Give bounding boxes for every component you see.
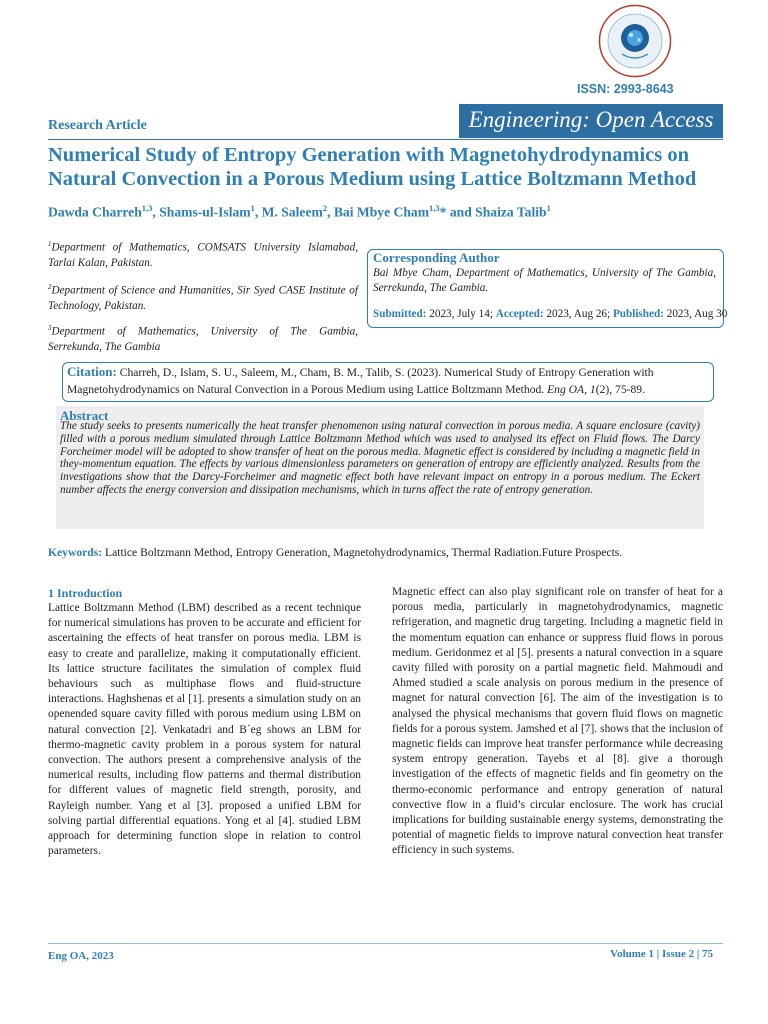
header-rule — [48, 139, 723, 140]
citation-issue: (2), 75-89. — [595, 383, 645, 396]
author-name: Bai Mbye Cham — [333, 204, 430, 220]
journal-banner — [459, 104, 723, 138]
section-heading-introduction: 1 Introduction — [48, 586, 123, 600]
author-separator: , — [327, 204, 334, 220]
abstract-box — [56, 406, 704, 529]
affiliation-sup: 3 — [48, 324, 52, 332]
abstract-text: The study seeks to presents numerically the heat transfer phenomenon using natural convection in porous media. A square enclosure (cavity) filled with a porous medium simulated through Lattice Boltzmann Method which was used to analysed its effect on Fluid flows. The Darcy Forcheimer model will be adopted to show transfer of heat on the porous media. Magnetic effect is considered by including a magnetic field in they-momentum equation. The effects by various dimensionless parameters on generation of entropy are efficiently analyzed. Results from the investigations show that the Darcy-Forcheimer and magnetic effect both have relevant impact on entropy in a porous medium. The Eckert number affects the energy conversion and dissipation mechanisms, which in turns affect the rate of entropy generation. — [60, 420, 700, 496]
author-affil-sup: 1,3 — [141, 203, 153, 213]
body-column-right: Magnetic effect can also play significant role on transfer of heat for a porous media, particularly in magnetohydrodynamics, magnetic refrigeration, and magnetic drug targeting. Including a magnetic field in the momentum equation can enhance or suppress fluid flows in porous medium. Geridonmez et al [5]. presents a natural convection in a square cavity filled with porosity on a partial magnetic field. Mahmoudi and Ahmed studied a scale analysis on porous medium in the presence of magnet for natural convection [6]. The aim of the investigation is to analysed the physical mechanisms that govern fluid flows on magnetic fields for a porous system. Jamshed et al [7]. shows that the inclusion of magnetic fields can improve heat transfer performance while decreasing system entropy generation. Tayebs et al [8]. give a thorough investigation of the effects of magnetic fields and fin geometry on the thermo-economic performance and entropy generation of natural convective flow in a fluid’s circular enclosure. The work has crucial implications for building sustainable energy systems, demonstrating the potential of magnetic fields to improve natural convection heat transfer efficiency in such systems. — [392, 586, 723, 857]
keywords-label: Keywords: — [48, 546, 103, 559]
journal-name: Engineering: Open Access — [468, 107, 714, 132]
corresponding-mark: * — [439, 204, 447, 220]
affiliation-sup: 2 — [48, 283, 52, 291]
footer-journal: Eng OA, 2023 — [48, 950, 114, 962]
publication-dates — [373, 308, 728, 320]
accepted-date: 2023, Aug 26; — [543, 308, 613, 320]
citation-body: Charreh, D., Islam, S. U., Saleem, M., Cham, B. M., Talib, S. (2023). Numerical Study of Entropy Generation with Magnetohydrodynamics on Natural Convection in a Porous Medium using Lattice Boltzmann Method. — [67, 366, 654, 396]
corresponding-author-text: Bai Mbye Cham, Department of Mathematics, University of The Gambia, Serrekunda, The Gambia. — [373, 267, 716, 294]
body-column-left: Lattice Boltzmann Method (LBM) described as a recent technique for numerical simulations has proven to be accurate and efficient for ascertaining the effects of heat transfer on porous media. LBM is easy to create and parallelize, making it computationally efficient. Its lattice structure facilitates the simulation of complex fluid behaviours such as multiphase flows and fluid-structure interactions. Haghshenas et al [1]. presents a simulation study on an openended square cavity filled with porous medium using LBM on natural convection [2]. Venkatadri and B´eg shows an LBM for thermo-magnetic cavity problem in a porous system for natural convection. The authors present a comprehensive analysis of the numerical results, including flow patterns and thermal distribution for different values of magnetic field strength, porosity, and Rayleigh number. Yang et al [3]. proposed a unified LBM for solving partial differential equations. Yong et al [4]. studied LBM approach for determining function slope in relation to control parameters. — [48, 602, 361, 858]
author-name: M. Saleem — [261, 204, 323, 220]
citation-label: Citation: — [67, 364, 117, 379]
author-separator: and — [446, 204, 476, 220]
citation-box — [62, 362, 714, 402]
paper-title: Numerical Study of Entropy Generation with Magnetohydrodynamics on Natural Convection in a Porous Medium using Lattice Boltzmann Method — [48, 144, 697, 190]
affiliation-1 — [48, 237, 358, 271]
journal-seal-icon — [598, 4, 672, 78]
author-separator: , — [254, 204, 262, 220]
affiliation-sup: 1 — [48, 240, 52, 248]
author-name: Shams-ul-Islam — [159, 204, 251, 220]
affiliation-text: Department of Mathematics, University of The Gambia, Serrekunda, The Gambia — [48, 325, 358, 353]
affiliation-3 — [48, 321, 358, 355]
issn: ISSN: 2993-8643 — [577, 82, 674, 96]
author-list — [48, 203, 551, 221]
author-affil-sup: 1,3 — [429, 203, 440, 213]
submitted-date: 2023, July 14; — [426, 308, 496, 320]
corresponding-author-box — [367, 249, 728, 328]
submitted-label: Submitted: — [373, 308, 427, 320]
affiliation-text: Department of Mathematics, COMSATS University Islamabad, Tarlai Kalan, Pakistan. — [48, 241, 358, 269]
keywords-text: Lattice Boltzmann Method, Entropy Generation, Magnetohydrodynamics, Thermal Radiation.Future Prospects. — [102, 546, 623, 559]
keywords — [48, 546, 622, 559]
citation-text — [67, 363, 707, 398]
footer-rule — [48, 943, 723, 944]
author-name: Shaiza Talib — [475, 204, 547, 220]
corresponding-author-heading: Corresponding Author — [373, 250, 500, 265]
affiliation-2 — [48, 280, 358, 314]
accepted-label: Accepted: — [495, 308, 544, 320]
footer-page-info: Volume 1 | Issue 2 | 75 — [610, 948, 713, 960]
published-label: Published: — [612, 308, 664, 320]
author-affil-sup: 2 — [322, 203, 328, 213]
citation-journal: Eng OA, 1 — [547, 383, 596, 396]
abstract-heading: Abstract — [60, 408, 109, 423]
affiliation-text: Department of Science and Humanities, Sir Syed CASE Institute of Technology, Pakistan. — [48, 284, 358, 312]
article-type: Research Article — [48, 118, 147, 133]
author-separator: , — [152, 204, 160, 220]
journal-logo — [598, 4, 672, 78]
author-name: Dawda Charreh — [48, 204, 142, 220]
author-affil-sup: 1 — [250, 203, 255, 213]
author-affil-sup: 1 — [546, 203, 551, 213]
published-date: 2023, Aug 30 — [663, 308, 728, 320]
